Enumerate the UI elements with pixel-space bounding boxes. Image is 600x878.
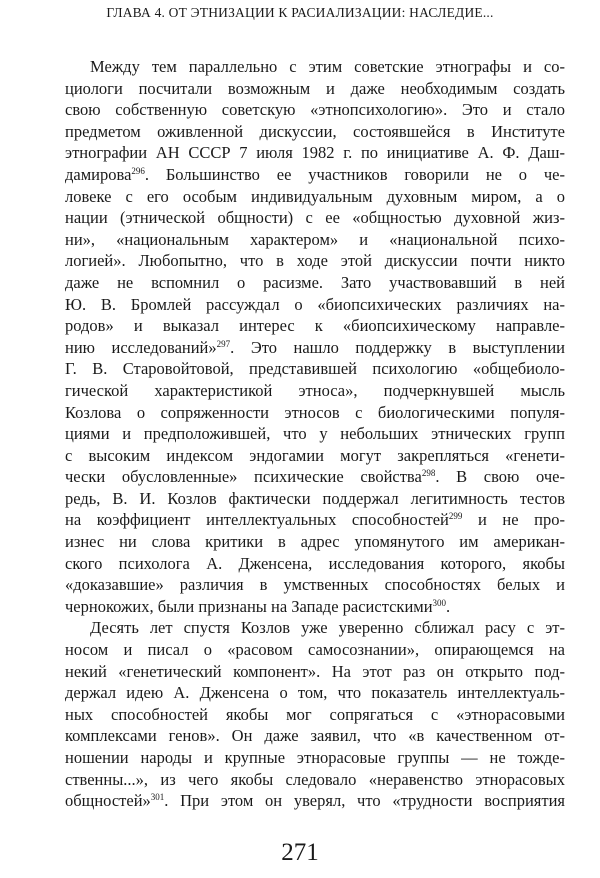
text-segment: ского психолога А. Дженсена, исследования которого, якобы	[65, 553, 565, 573]
text-segment: Козлова о сопряженности этносов с биологическими популя-	[65, 402, 565, 422]
footnote-ref: 297	[216, 338, 231, 349]
text-segment: держал идею А. Дженсена о том, что показатель интеллектуаль-	[65, 683, 565, 703]
text-segment: редь, В. И. Козлов фактически поддержал легитимность тестов	[65, 488, 565, 508]
text-segment: ственны...», из чего якобы следовало «неравенство этнорасовых	[65, 769, 565, 789]
text-segment: предметом оживленной дискуссии, состоявшейся в Институте	[65, 121, 565, 141]
text-line	[65, 294, 565, 316]
page-number: 271	[281, 839, 319, 866]
text-line	[65, 639, 565, 661]
text-line	[65, 488, 565, 510]
text-segment: гической характеристикой этноса», подчеркнувшей мысль	[65, 380, 565, 400]
text-line	[65, 337, 565, 359]
text-segment: . Это нашло поддержку в выступлении	[230, 337, 565, 357]
text-segment: ловеке с его особым индивидуальным духовным миром, а о	[65, 186, 565, 206]
text-segment: этнографии АН СССР 7 июля 1982 г. по инициативе А. Ф. Даш-	[65, 143, 565, 163]
text-segment: свою собственную советскую «этнопсихологию». Это и стало	[65, 100, 565, 120]
footnote-ref: 299	[448, 511, 463, 522]
text-segment: родов» и выказал интерес к «биопсихическому направле-	[65, 316, 565, 336]
text-line	[65, 164, 565, 186]
text-line	[65, 207, 565, 229]
footnote-ref: 296	[131, 165, 145, 176]
text-line	[65, 790, 565, 812]
text-line	[65, 99, 565, 121]
text-line	[65, 725, 565, 747]
footnote-ref: 300	[432, 597, 447, 608]
text-line	[65, 769, 565, 791]
text-segment: циями и предположившей, что у небольших этнических групп	[65, 424, 565, 444]
text-segment: с высоким индексом эндогамии могут закрепляться «генети-	[65, 445, 565, 465]
text-line	[65, 617, 565, 639]
text-line	[65, 704, 565, 726]
text-line	[65, 250, 565, 272]
footnote-ref: 301	[150, 792, 165, 803]
text-line	[65, 142, 565, 164]
text-segment: Г. В. Старовойтовой, представившей психологию «общебиоло-	[65, 359, 565, 379]
text-line	[65, 186, 565, 208]
text-line	[65, 78, 565, 100]
text-segment: Десять лет спустя Козлов уже уверенно сближал расу с эт-	[90, 618, 565, 638]
text-segment: нию исследований»	[65, 337, 217, 357]
text-line	[65, 596, 565, 618]
text-segment: .	[446, 596, 451, 616]
text-segment: циологи посчитали возможным и даже необходимым создать	[65, 78, 565, 98]
text-line	[65, 56, 565, 78]
text-line	[65, 509, 565, 531]
text-segment: Между тем параллельно с этим советские этнографы и со-	[90, 57, 565, 76]
body-text	[65, 56, 565, 812]
footnote-ref: 298	[421, 468, 436, 479]
text-line	[65, 358, 565, 380]
text-segment: изнес ни слова критики в адрес упомянутого им американ-	[65, 532, 565, 552]
text-segment: ных способностей якобы мог сопрягаться с «этнорасовыми	[65, 704, 565, 724]
text-segment: носом и писал о «расовом самосознании», опирающемся на	[65, 640, 565, 660]
text-line	[65, 423, 565, 445]
text-line	[65, 466, 565, 488]
text-line	[65, 315, 565, 337]
text-segment: и не про-	[462, 510, 566, 530]
text-line	[65, 747, 565, 769]
text-segment: общностей»	[65, 791, 151, 811]
text-line	[65, 553, 565, 575]
text-line	[65, 229, 565, 251]
text-segment: ни», «национальным характером» и «национальной психо-	[65, 229, 565, 249]
text-segment: некий «генетический компонент». На этот раз он открыто под-	[65, 661, 565, 681]
text-line	[65, 574, 565, 596]
text-segment: . При этом он уверял, что «трудности восприятия	[164, 791, 565, 811]
text-line	[65, 272, 565, 294]
paragraph	[65, 56, 565, 617]
text-line	[65, 445, 565, 467]
text-segment: «доказавшие» различия в умственных способностях белых и	[65, 575, 565, 595]
text-segment: чески обусловленные» психические свойства	[65, 467, 422, 487]
text-line	[65, 531, 565, 553]
running-header: ГЛАВА 4. ОТ ЭТНИЗАЦИИ К РАСИАЛИЗАЦИИ: НАСЛЕДИЕ...	[106, 5, 494, 20]
text-segment: . Большинство ее участников говорили не о че-	[144, 164, 565, 184]
text-segment: комплексами генов». Он даже заявил, что «в качественном от-	[65, 726, 565, 746]
text-segment: . В свою оче-	[435, 467, 565, 487]
text-segment: нации (этнической общности) с ее «общностью духовной жиз-	[65, 208, 565, 228]
text-segment: на коэффициент интеллектуальных способностей	[65, 510, 449, 530]
text-line	[65, 121, 565, 143]
text-segment: Ю. В. Бромлей рассуждал о «биопсихических различиях на-	[65, 294, 565, 314]
text-segment: логией». Любопытно, что в ходе этой дискуссии почти никто	[65, 251, 565, 271]
text-segment: чернокожих, были признаны на Западе расистскими	[65, 596, 433, 616]
text-segment: даже не вспомнил о расизме. Зато участвовавший в ней	[65, 272, 565, 292]
text-line	[65, 402, 565, 424]
text-segment: ношении народы и крупные этнорасовые группы — не тожде-	[65, 748, 565, 767]
text-line	[65, 682, 565, 704]
paragraph	[65, 617, 565, 811]
text-line	[65, 380, 565, 402]
text-line	[65, 661, 565, 683]
text-segment: дамирова	[65, 164, 132, 184]
